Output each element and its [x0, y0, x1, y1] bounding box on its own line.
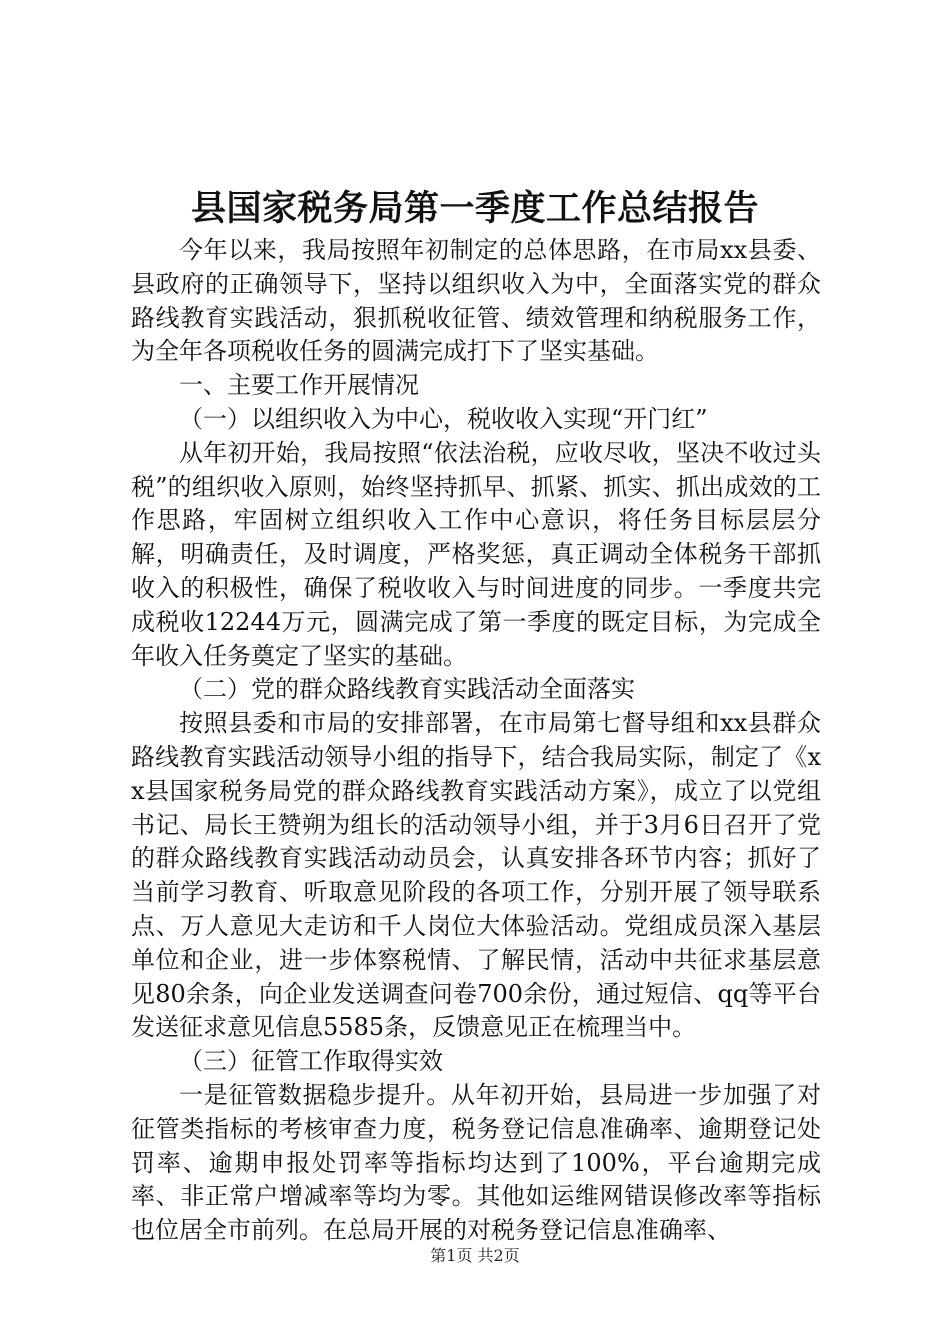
page-footer: 第1页 共2页 — [430, 1246, 520, 1265]
subsection-heading-revenue: （一）以组织收入为中心，税收收入实现“开门红” — [179, 404, 708, 433]
document-body — [131, 234, 821, 1248]
collection-paragraph: 一是征管数据稳步提升。从年初开始，县局进一步加强了对征管类指标的考核审查力度，税务登记信息准确率、逾期登记处罚率、逾期申报处罚率等指标均达到了100%，平台逾期完成率、非正常户增减率等均为零。其他如运维网错误修改率等指标也位居全市前列。在总局开展的对税务登记信息准确率、 — [131, 1080, 821, 1245]
section-heading-main-work: 一、主要工作开展情况 — [179, 371, 419, 400]
mass-line-paragraph: 按照县委和市局的安排部署，在市局第七督导组和xx县群众路线教育实践活动领导小组的指导下，结合我局实际，制定了《xx县国家税务局党的群众路线教育实践活动方案》，成立了以党组书记、局长王赞朔为组长的活动领导小组，并于3月6日召开了党的群众路线教育实践活动动员会，认真安排各环节内容；抓好了当前学习教育、听取意见阶段的各项工作，分别开展了领导联系点、万人意见大走访和千人岗位大体验活动。党组成员深入基层单位和企业，进一步体察税情、了解民情，活动中共征求基层意见80余条，向企业发送调查问卷700余份，通过短信、qq等平台发送征求意见信息5585条，反馈意见正在梳理当中。 — [131, 709, 821, 1042]
document-title: 县国家税务局第一季度工作总结报告 — [190, 188, 759, 229]
revenue-paragraph: 从年初开始，我局按照“依法治税，应收尽收，坚决不收过头税”的组织收入原则，始终坚持抓早、抓紧、抓实、抓出成效的工作思路，牢固树立组织收入工作中心意识，将任务目标层层分解，明确责任，及时调度，严格奖惩，真正调动全体税务干部抓收入的积极性，确保了税收收入与时间进度的同步。一季度共完成税收12244万元，圆满完成了第一季度的既定目标，为完成全年收入任务奠定了坚实的基础。 — [131, 438, 821, 670]
subsection-heading-mass-line: （二）党的群众路线教育实践活动全面落实 — [179, 675, 635, 704]
subsection-heading-collection: （三）征管工作取得实效 — [179, 1047, 443, 1076]
intro-paragraph: 今年以来，我局按照年初制定的总体思路，在市局xx县委、县政府的正确领导下，坚持以组织收入为中，全面落实党的群众路线教育实践活动，狠抓税收征管、绩效管理和纳税服务工作，为全年各项税收任务的圆满完成打下了坚实基础。 — [131, 236, 821, 366]
